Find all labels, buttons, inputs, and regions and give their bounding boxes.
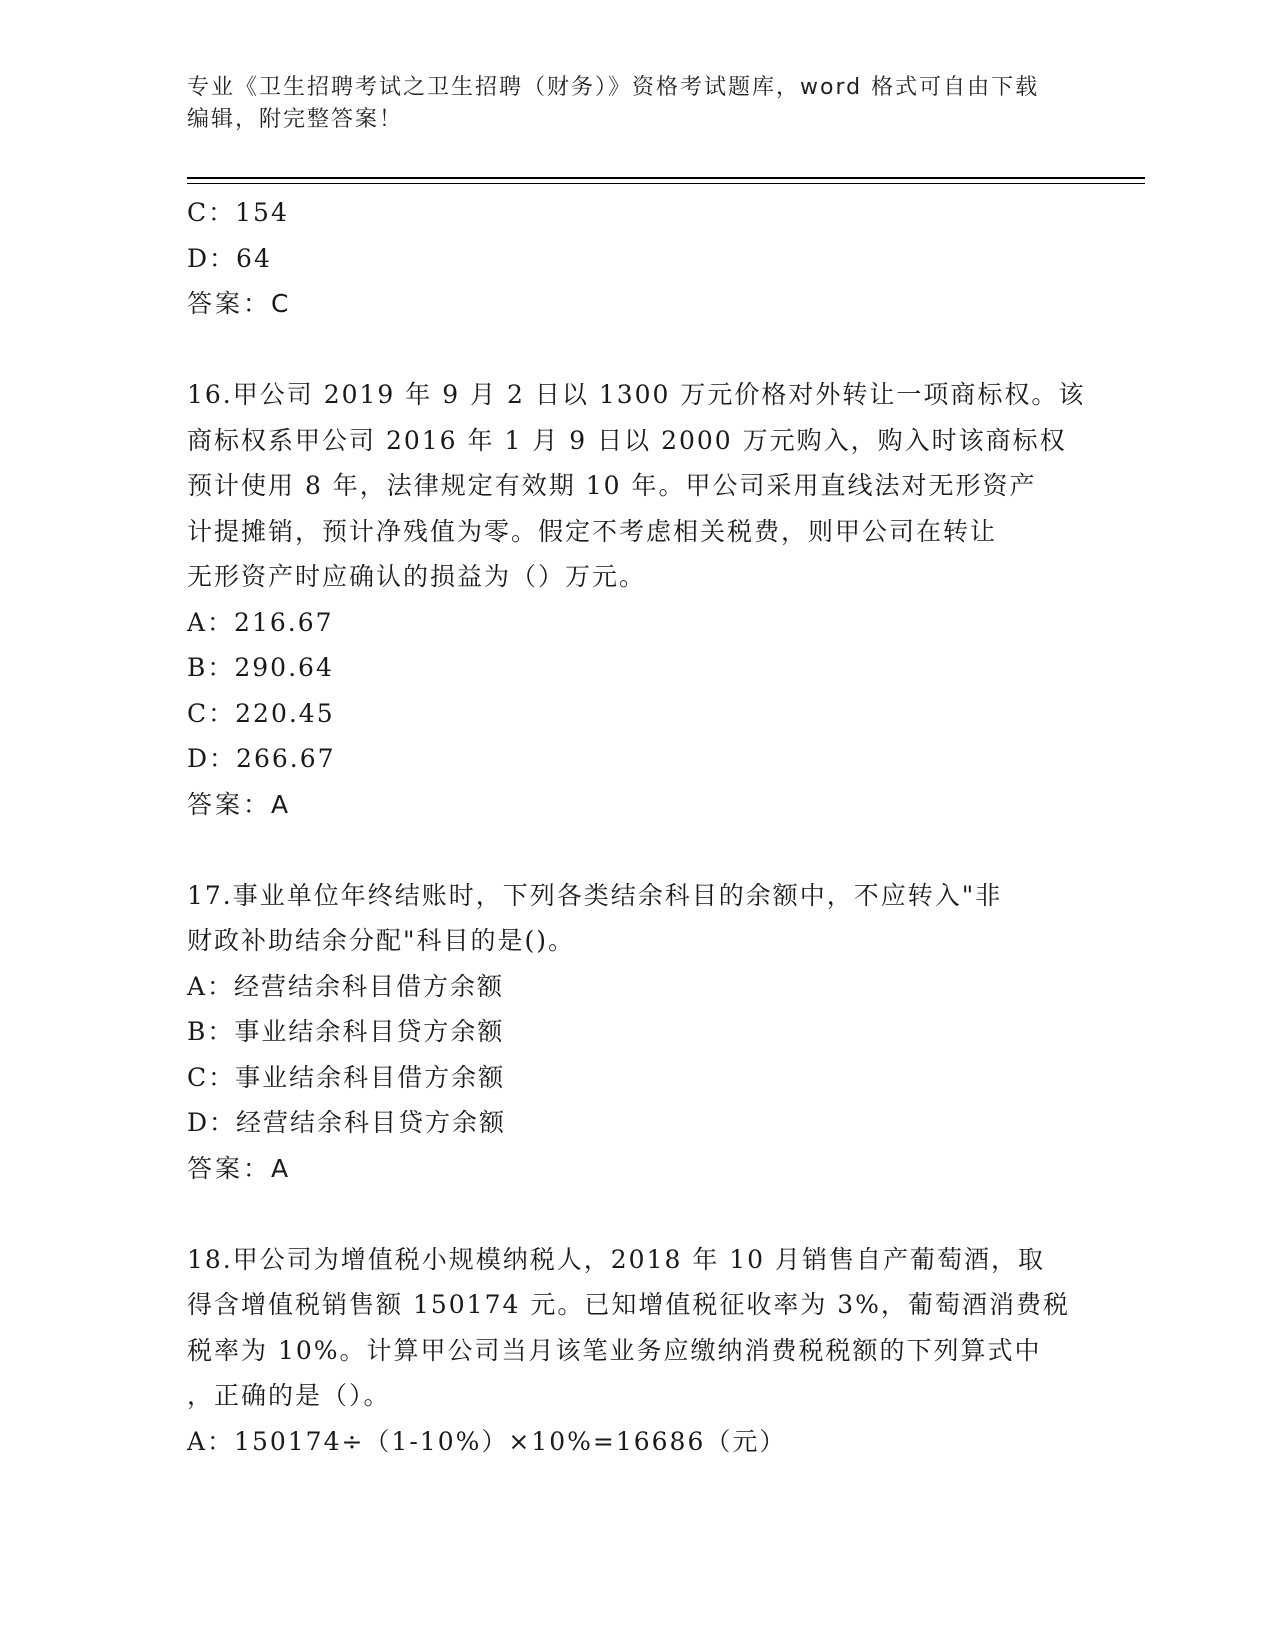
question-text-line: 16.甲公司 2019 年 9 月 2 日以 1300 万元价格对外转让一项商标权。该 — [187, 380, 1086, 409]
option-b: B：290.64 — [187, 653, 334, 682]
question-text-line: 商标权系甲公司 2016 年 1 月 9 日以 2000 万元购入，购入时该商标权 — [187, 425, 1067, 455]
header-line-2: 编辑，附完整答案！ — [187, 107, 404, 132]
option-b: B：事业结余科目贷方余额 — [187, 1017, 505, 1046]
question-text-line: 17.事业单位年终结账时，下列各类结余科目的余额中，不应转入"非 — [187, 880, 1003, 910]
question-text-line: 预计使用 8 年，法律规定有效期 10 年。甲公司采用直线法对无形资产 — [187, 471, 1037, 500]
question-content — [187, 190, 1087, 1464]
spacer — [187, 827, 1087, 873]
question-17 — [187, 873, 1087, 1192]
answer: 答案：A — [187, 789, 292, 819]
question-16 — [187, 372, 1087, 827]
option-c: C：154 — [187, 198, 289, 227]
question-text-line: 财政补助结余分配"科目的是()。 — [187, 926, 576, 955]
header-rule-top — [187, 177, 1145, 179]
question-text-line: 税率为 10%。计算甲公司当月该笔业务应缴纳消费税税额的下列算式中 — [187, 1335, 1042, 1365]
answer: 答案：A — [187, 1153, 292, 1183]
option-a: A：216.67 — [187, 607, 334, 637]
option-c: C：事业结余科目借方余额 — [187, 1062, 506, 1092]
option-d: D：64 — [187, 243, 272, 273]
question-text-line: 18.甲公司为增值税小规模纳税人，2018 年 10 月销售自产葡萄酒，取 — [187, 1244, 1046, 1274]
question-text-line: ，正确的是（）。 — [187, 1381, 391, 1410]
question-text-line: 计提摊销，预计净残值为零。假定不考虑相关税费，则甲公司在转让 — [187, 516, 998, 546]
option-a: A：经营结余科目借方余额 — [187, 971, 505, 1001]
option-a: A：150174÷（1-10%）×10%=16686（元） — [187, 1426, 787, 1456]
option-d: D：经营结余科目贷方余额 — [187, 1108, 507, 1137]
question-18 — [187, 1237, 1087, 1465]
header-rule-bottom — [187, 183, 1145, 184]
option-d: D：266.67 — [187, 744, 336, 773]
page-header — [187, 72, 1087, 136]
header-line-1: 专业《卫生招聘考试之卫生招聘（财务）》资格考试题库，word 格式可自由下载 — [187, 75, 1040, 100]
option-c: C：220.45 — [187, 698, 335, 728]
spacer — [187, 327, 1087, 373]
answer: 答案：C — [187, 289, 292, 318]
question-text-line: 无形资产时应确认的损益为（）万元。 — [187, 562, 647, 591]
spacer — [187, 1191, 1087, 1237]
question-text-line: 得含增值税销售额 150174 元。已知增值税征收率为 3%，葡萄酒消费税 — [187, 1290, 1070, 1319]
